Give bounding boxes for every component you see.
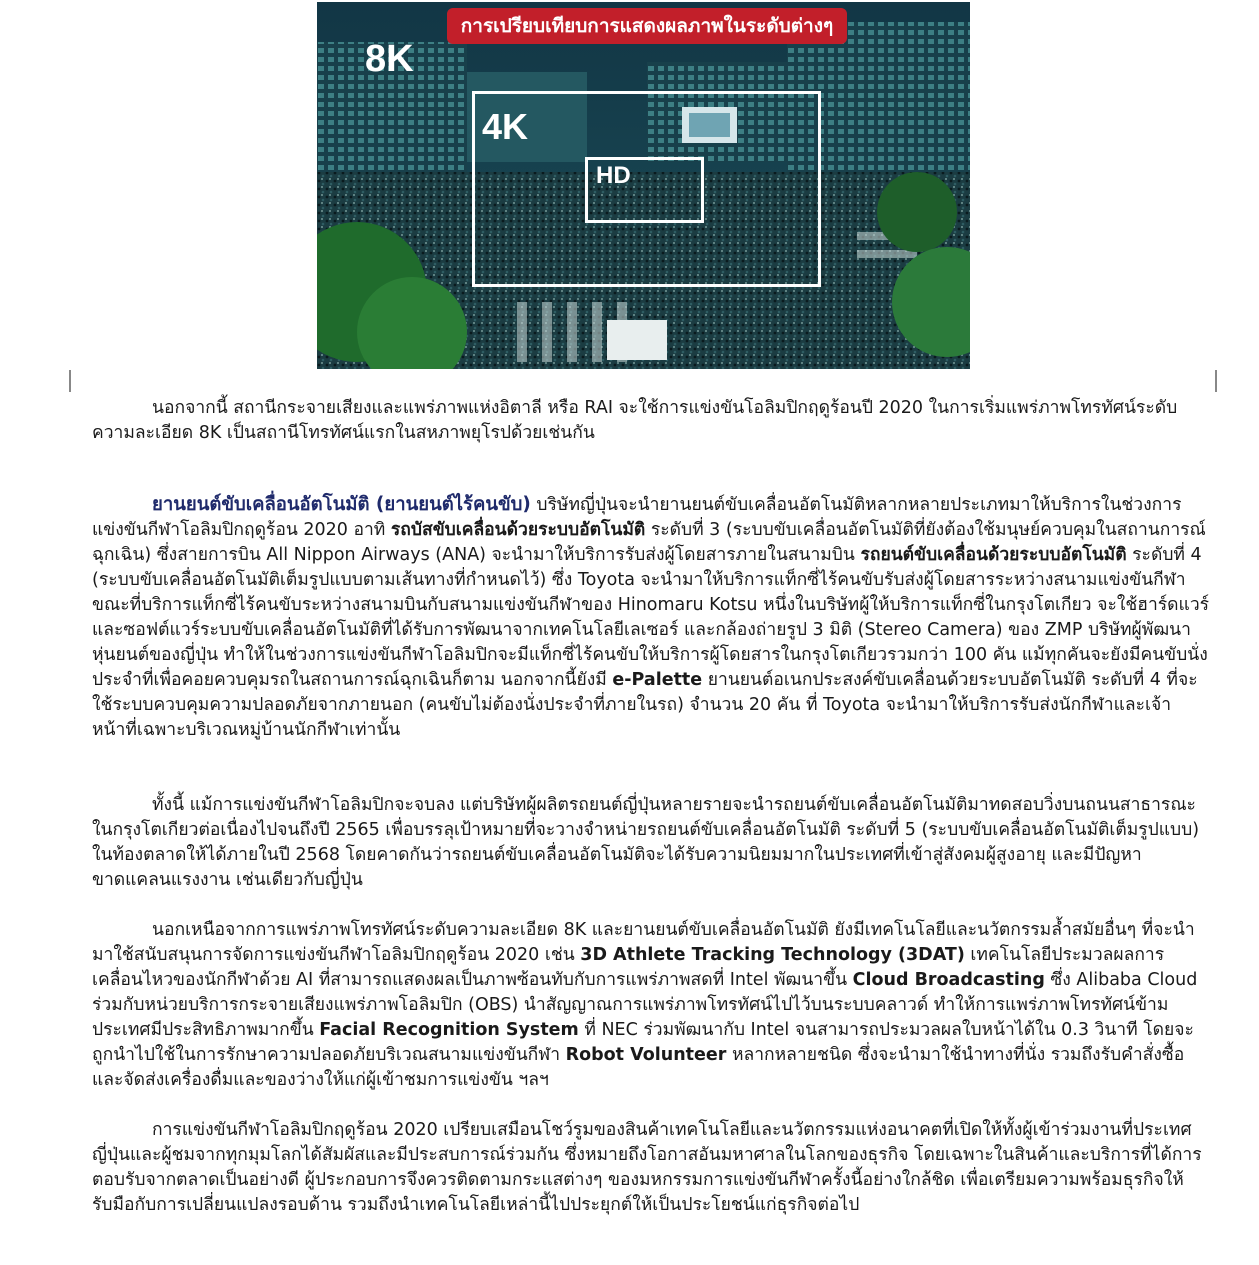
label-hd: HD <box>596 162 631 189</box>
paragraph-text: การแข่งขันกีฬาโอลิมปิกฤดูร้อน 2020 เปรียบเสมือนโชว์รูมของสินค้าเทคโนโลยีและนวัตกรรมแห่งอนาคตที่เปิดให้ทั้งผู้เข้าร่วมงานที่ประเทศญี่ปุ่นและผู้ชมจากทุกมุมโลกได้สัมผัสและมีประสบการณ์ร่วมกัน ซึ่งหมายถึงโอกาสอันมหาศาลในโลกของธุรกิจ โดยเฉพาะในสินค้าและบริการที่ได้การตอบรับจากตลาดเป็นอย่างดี ผู้ประกอบการจึงควรติดตามกระแสต่างๆ ของมหกรรมการแข่งขันกีฬาครั้งนี้อย่างใกล้ชิด เพื่อเตรียมความพร้อมธุรกิจให้รับมือกับการเปลี่ยนแปลงรอบด้าน รวมถึงนำเทคโนโลยีเหล่านี้ไปประยุกต์ให้เป็นประโยชน์แก่ธุรกิจต่อไป <box>92 1120 1202 1215</box>
keyword-3dat: 3D Athlete Tracking Technology (3DAT) <box>580 945 965 965</box>
paragraph-autonomous-vehicles <box>92 492 1210 743</box>
keyword-cloud-broadcasting: Cloud Broadcasting <box>852 970 1045 990</box>
keyword-autonomous-bus: รถบัสขับเคลื่อนด้วยระบบอัตโนมัติ <box>390 520 646 540</box>
paragraph-text: ระดับที่ 4 (ระบบขับเคลื่อนอัตโนมัติเต็มรูปแบบตามเส้นทางที่กำหนดไว้) ซึ่ง Toyota จะนำมาให้บริการแท็กซี่ไร้คนขับรับส่งผู้โดยสารระหว่างสนามแข่งขันกีฬา ขณะที่บริการแท็กซี่ไร้คนขับระหว่างสนามบินกับสนามแข่งขันกีฬาของ Hinomaru Kotsu หนึ่งในบริษัทผู้ให้บริการแท็กซี่ในกรุงโตเกียว จะใช้ฮาร์ดแวร์และซอฟต์แวร์ระบบขับเคลื่อนอัตโนมัติที่ได้รับการพัฒนาจากเทคโนโลยีเลเซอร์ และกล้องถ่ายรูป 3 มิติ (Stereo Camera) ของ ZMP บริษัทผู้พัฒนาหุ่นยนต์ของญี่ปุ่น ทำให้ในช่วงการแข่งขันกีฬาโอลิมปิกจะมีแท็กซี่ไร้คนขับให้บริการผู้โดยสารในกรุงโตเกียวรวมกว่า 100 คัน แม้ทุกคันจะยังมีคนขับนั่งประจำที่เพื่อคอยควบคุมรถในสถานการณ์ฉุกเฉินก็ตาม นอกจากนี้ยังมี <box>92 545 1210 690</box>
paragraph-text: หลากหลายชนิด ซึ่งจะนำมาใช้นำทางที่นั่ง รวมถึงรับคำสั่งซื้อและจัดส่งเครื่องดื่มและของว่างให้แก่ผู้เข้าชมการแข่งขัน ฯลฯ <box>92 1045 1185 1090</box>
margin-mark-left <box>69 370 71 392</box>
paragraph-text: ระดับที่ 3 (ระบบขับเคลื่อนอัตโนมัติที่ยังต้องใช้มนุษย์ควบคุมในสถานการณ์ฉุกเฉิน) ซึ่งสายการบิน All Nippon Airways (ANA) จะนำมาให้บริการรับส่งผู้โดยสารภายในสนามบิน <box>92 520 1206 565</box>
paragraph-text: นอกจากนี้ สถานีกระจายเสียงและแพร่ภาพแห่งอิตาลี หรือ RAI จะใช้การแข่งขันโอลิมปิกฤดูร้อนปี 2020 ในการเริ่มแพร่ภาพโทรทัศน์ระดับความละเอียด 8K เป็นสถานีโทรทัศน์แรกในสหภาพยุโรปด้วยเช่นกัน <box>92 398 1178 443</box>
paragraph-other-technologies <box>92 918 1210 1093</box>
paragraph-text: บริษัทญี่ปุ่นจะนำยานยนต์ขับเคลื่อนอัตโนมัติหลากหลายประเภทมาให้บริการในช่วงการแข่งขันกีฬาโอลิมปิกฤดูร้อน 2020 อาทิ <box>92 495 1182 540</box>
paragraph-text: ยานยนต์อเนกประสงค์ขับเคลื่อนด้วยระบบอัตโนมัติ ระดับที่ 4 ที่จะใช้ระบบควบคุมความปลอดภัยจากภายนอก (คนขับไม่ต้องนั่งประจำที่ภายในรถ) จำนวน 20 คัน ที่ Toyota จะนำมาให้บริการรับส่งนักกีฬาและเจ้าหน้าที่เฉพาะบริเวณหมู่บ้านนักกีฬาเท่านั้น <box>92 670 1198 740</box>
paragraph-rai-8k <box>92 396 1210 446</box>
paragraph-future-testing <box>92 793 1210 893</box>
paragraph-text: เทคโนโลยีประมวลผลการเคลื่อนไหวของนักกีฬาด้วย AI ที่สามารถแสดงผลเป็นภาพซ้อนทับกับการแพร่ภาพสดที่ Intel พัฒนาขึ้น <box>92 945 1165 990</box>
paragraph-text: ที่ NEC ร่วมพัฒนากับ Intel จนสามารถประมวลผลใบหน้าได้ใน 0.3 วินาที โดยจะถูกนำไปใช้ในการรักษาความปลอดภัยบริเวณสนามแข่งขันกีฬา <box>92 1020 1194 1065</box>
keyword-robot-volunteer: Robot Volunteer <box>565 1045 727 1065</box>
keyword-facial-recognition: Facial Recognition System <box>319 1020 579 1040</box>
paragraph-text: ทั้งนี้ แม้การแข่งขันกีฬาโอลิมปิกจะจบลง แต่บริษัทผู้ผลิตรถยนต์ญี่ปุ่นหลายรายจะนำรถยนต์ขับเคลื่อนอัตโนมัติมาทดสอบวิ่งบนถนนสาธารณะในกรุงโตเกียวต่อเนื่องไปจนถึงปี 2565 เพื่อบรรลุเป้าหมายที่จะวางจำหน่ายรถยนต์ขับเคลื่อนอัตโนมัติ ระดับที่ 5 (ระบบขับเคลื่อนอัตโนมัติเต็มรูปแบบ) ในท้องตลาดให้ได้ภายในปี 2568 โดยคาดกันว่ารถยนต์ขับเคลื่อนอัตโนมัติจะได้รับความนิยมมากในประเทศที่เข้าสู่สังคมผู้สูงอายุ และมีปัญหาขาดแคลนแรงงาน เช่นเดียวกับญี่ปุ่น <box>92 795 1200 890</box>
resolution-comparison-image <box>317 2 970 369</box>
image-caption-banner: การเปรียบเทียบการแสดงผลภาพในระดับต่างๆ <box>447 8 847 44</box>
keyword-e-palette: e-Palette <box>612 670 703 690</box>
label-4k: 4K <box>482 106 529 147</box>
margin-mark-right <box>1215 370 1217 392</box>
label-8k: 8K <box>365 38 414 80</box>
paragraph-text: ซึ่ง Alibaba Cloud ร่วมกับหน่วยบริการกระจายเสียงแพร่ภาพโอลิมปิก (OBS) นำสัญญาณการแพร่ภาพโทรทัศน์ไปไว้บนระบบคลาวด์ ทำให้การแพร่ภาพโทรทัศน์ข้ามประเทศมีประสิทธิภาพมากขึ้น <box>92 970 1198 1040</box>
keyword-autonomous-car: รถยนต์ขับเคลื่อนด้วยระบบอัตโนมัติ <box>860 545 1127 565</box>
paragraph-text: นอกเหนือจากการแพร่ภาพโทรทัศน์ระดับความละเอียด 8K และยานยนต์ขับเคลื่อนอัตโนมัติ ยังมีเทคโนโลยีและนวัตกรรมล้ำสมัยอื่นๆ ที่จะนำมาใช้สนับสนุนการจัดการแข่งขันกีฬาโอลิมปิกฤดูร้อน 2020 เช่น <box>92 920 1195 965</box>
section-heading: ยานยนต์ขับเคลื่อนอัตโนมัติ (ยานยนต์ไร้คนขับ) <box>152 494 531 515</box>
paragraph-conclusion <box>92 1118 1210 1218</box>
